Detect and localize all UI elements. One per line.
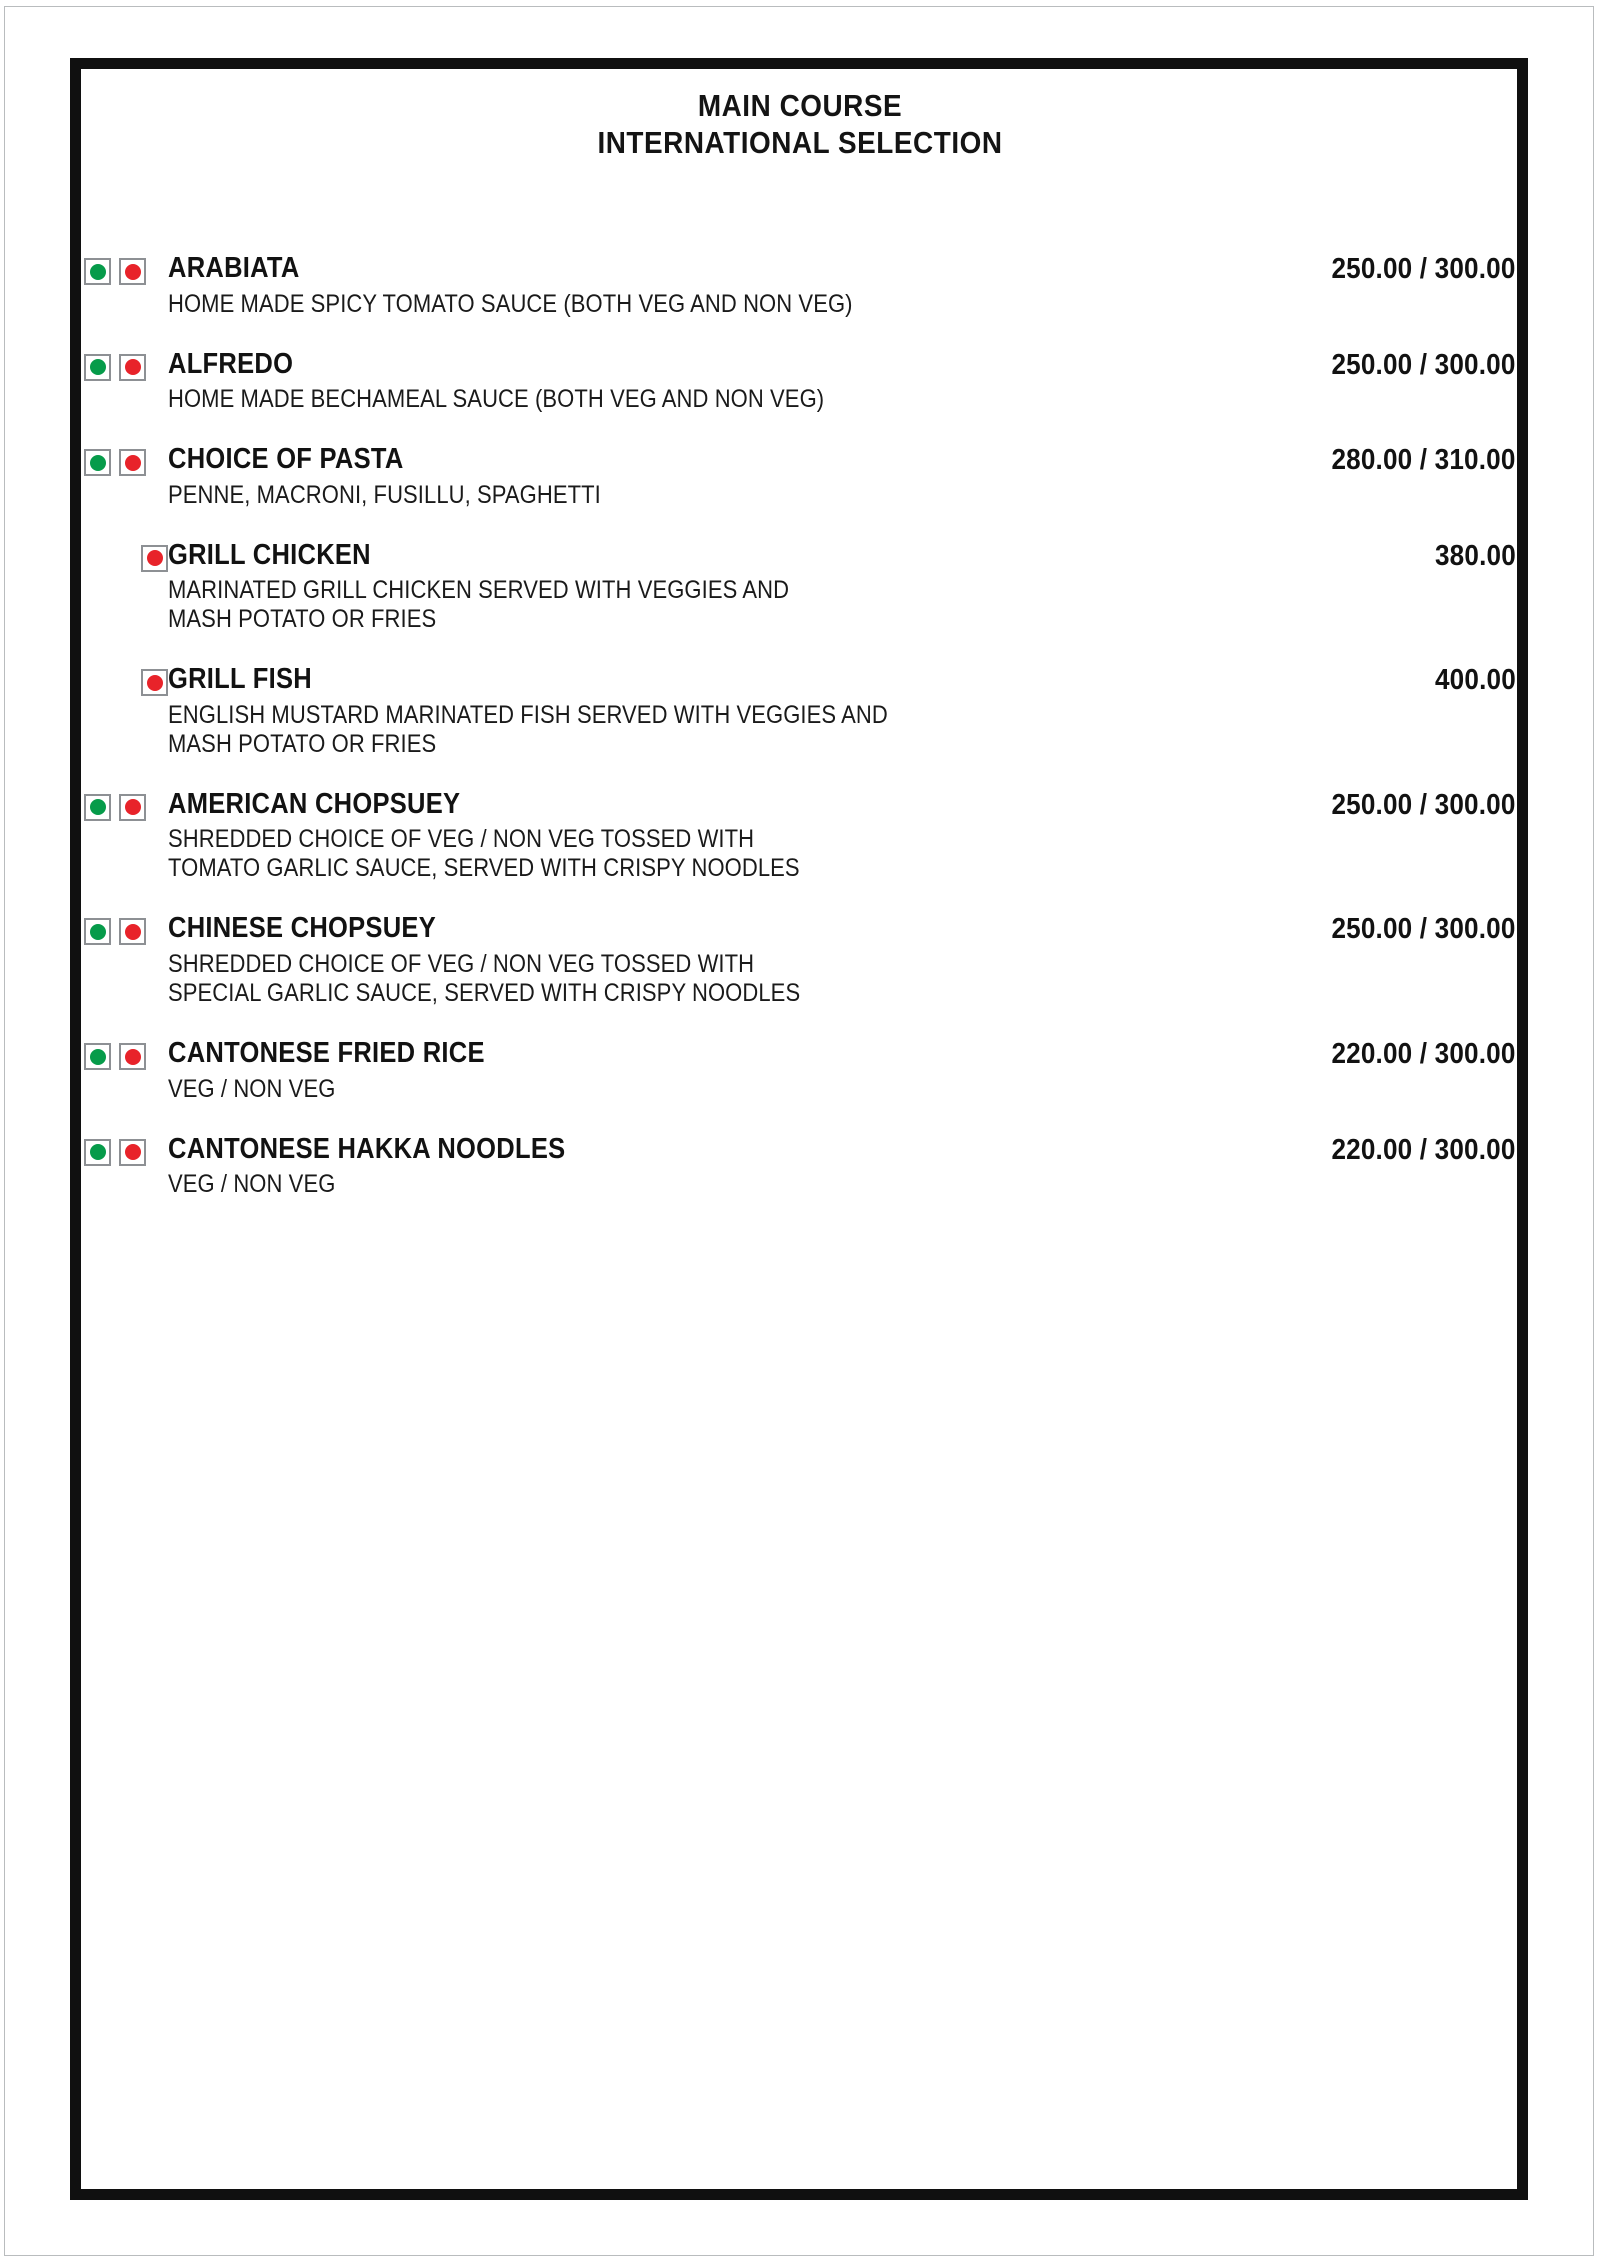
- menu-item-body: [168, 787, 1311, 884]
- veg-dot-icon: [90, 799, 106, 815]
- menu-item-price: 250.00 / 300.00: [1331, 348, 1516, 381]
- menu-item-body: [168, 445, 1311, 510]
- veg-dot-icon: [90, 924, 106, 940]
- veg-dot-icon: [90, 1049, 106, 1065]
- diet-indicator-group: [84, 350, 168, 381]
- non-veg-dot-icon: [147, 550, 163, 566]
- veg-icon: [84, 258, 111, 285]
- veg-dot-icon: [90, 1144, 106, 1160]
- menu-item-name: AMERICAN CHOPSUEY: [168, 787, 461, 820]
- veg-icon: [84, 794, 111, 821]
- menu-item-name: CANTONESE FRIED RICE: [168, 1037, 485, 1070]
- menu-item-price: 400.00: [1435, 664, 1516, 697]
- veg-dot-icon: [90, 455, 106, 471]
- menu-item-description-line: PENNE, MACRONI, FUSILLU, SPAGHETTI: [168, 480, 601, 509]
- non-veg-icon: [119, 258, 146, 285]
- menu-item-description: [168, 290, 1293, 319]
- menu-item-description: [168, 1075, 1293, 1104]
- non-veg-icon: [119, 1139, 146, 1166]
- non-veg-dot-icon: [125, 455, 141, 471]
- menu-item-price: 250.00 / 300.00: [1331, 253, 1516, 285]
- menu-title-secondary: INTERNATIONAL SELECTION: [597, 124, 1003, 160]
- menu-header: [0, 88, 1600, 161]
- non-veg-dot-icon: [125, 264, 141, 280]
- menu-item-body: [168, 538, 1426, 635]
- menu-item-description: [168, 481, 1293, 510]
- menu-item-description-line: HOME MADE BECHAMEAL SAUCE (BOTH VEG AND NON VEG): [168, 385, 825, 414]
- non-veg-icon: [141, 669, 168, 696]
- menu-item-body: [168, 347, 1311, 415]
- menu-item-list: [84, 254, 1516, 1230]
- menu-item-name: ARABIATA: [168, 252, 300, 284]
- menu-item-description: [168, 825, 1293, 883]
- menu-item-name: CHOICE OF PASTA: [168, 443, 404, 476]
- menu-item-body: [168, 1132, 1311, 1200]
- veg-icon: [84, 449, 111, 476]
- menu-item: [84, 665, 1516, 759]
- veg-icon: [84, 1139, 111, 1166]
- menu-item-name: ALFREDO: [168, 347, 294, 380]
- menu-item-description-line: MASH POTATO OR FRIES: [168, 605, 437, 634]
- veg-icon: [84, 918, 111, 945]
- menu-item-description: [168, 701, 1408, 759]
- menu-item-body: [168, 254, 1311, 319]
- menu-item: [84, 914, 1516, 1008]
- veg-dot-icon: [90, 359, 106, 375]
- menu-item-body: [168, 1039, 1311, 1104]
- menu-item-price: 380.00: [1435, 539, 1516, 572]
- menu-item-name: CHINESE CHOPSUEY: [168, 912, 436, 945]
- veg-dot-icon: [90, 264, 106, 280]
- diet-indicator-group: [84, 790, 168, 821]
- non-veg-icon: [119, 449, 146, 476]
- diet-indicator-group: [84, 665, 168, 696]
- non-veg-dot-icon: [125, 1049, 141, 1065]
- menu-item-description-line: HOME MADE SPICY TOMATO SAUCE (BOTH VEG AND NON VEG): [168, 289, 853, 318]
- non-veg-dot-icon: [125, 924, 141, 940]
- menu-item-description-line: SHREDDED CHOICE OF VEG / NON VEG TOSSED WITH: [168, 825, 755, 854]
- menu-item-price: 250.00 / 300.00: [1331, 913, 1516, 946]
- diet-indicator-group: [84, 914, 168, 945]
- menu-item-name: GRILL FISH: [168, 663, 312, 696]
- menu-item-body: [168, 914, 1311, 1008]
- menu-item-description: [168, 1170, 1293, 1199]
- menu-item: [84, 445, 1516, 510]
- menu-item-description-line: VEG / NON VEG: [168, 1170, 336, 1199]
- menu-item-description-line: MASH POTATO OR FRIES: [168, 729, 437, 758]
- veg-icon: [84, 354, 111, 381]
- diet-indicator-group: [84, 254, 168, 285]
- menu-item-description: [168, 576, 1408, 634]
- menu-item-description-line: SPECIAL GARLIC SAUCE, SERVED WITH CRISPY NOODLES: [168, 979, 801, 1008]
- non-veg-dot-icon: [125, 359, 141, 375]
- menu-title-primary: MAIN COURSE: [697, 88, 903, 123]
- non-veg-icon: [119, 794, 146, 821]
- diet-indicator-group: [84, 1135, 168, 1166]
- menu-item-body: [168, 665, 1426, 759]
- menu-item-price: 250.00 / 300.00: [1331, 788, 1516, 821]
- diet-indicator-group: [84, 541, 168, 572]
- menu-item-name: CANTONESE HAKKA NOODLES: [168, 1132, 566, 1165]
- non-veg-icon: [119, 1043, 146, 1070]
- menu-item: [84, 787, 1516, 884]
- menu-item-description: [168, 950, 1293, 1008]
- non-veg-icon: [119, 918, 146, 945]
- diet-indicator-group: [84, 445, 168, 476]
- non-veg-dot-icon: [125, 1144, 141, 1160]
- menu-item-description-line: ENGLISH MUSTARD MARINATED FISH SERVED WITH VEGGIES AND: [168, 700, 888, 729]
- menu-item: [84, 1132, 1516, 1200]
- menu-item: [84, 254, 1516, 319]
- menu-item: [84, 1039, 1516, 1104]
- veg-icon: [84, 1043, 111, 1070]
- non-veg-icon: [119, 354, 146, 381]
- menu-item: [84, 347, 1516, 415]
- menu-item-price: 220.00 / 300.00: [1331, 1038, 1516, 1071]
- menu-item-price: 280.00 / 310.00: [1331, 444, 1516, 477]
- menu-item-description-line: SHREDDED CHOICE OF VEG / NON VEG TOSSED WITH: [168, 950, 755, 979]
- non-veg-dot-icon: [147, 675, 163, 691]
- menu-item-description: [168, 385, 1293, 414]
- non-veg-icon: [141, 545, 168, 572]
- menu-item: [84, 538, 1516, 635]
- menu-item-price: 220.00 / 300.00: [1331, 1133, 1516, 1166]
- menu-item-description-line: TOMATO GARLIC SAUCE, SERVED WITH CRISPY NOODLES: [168, 854, 800, 883]
- menu-item-name: GRILL CHICKEN: [168, 538, 371, 571]
- diet-indicator-group: [84, 1039, 168, 1070]
- menu-item-description-line: MARINATED GRILL CHICKEN SERVED WITH VEGGIES AND: [168, 576, 790, 605]
- menu-item-description-line: VEG / NON VEG: [168, 1074, 336, 1103]
- non-veg-dot-icon: [125, 799, 141, 815]
